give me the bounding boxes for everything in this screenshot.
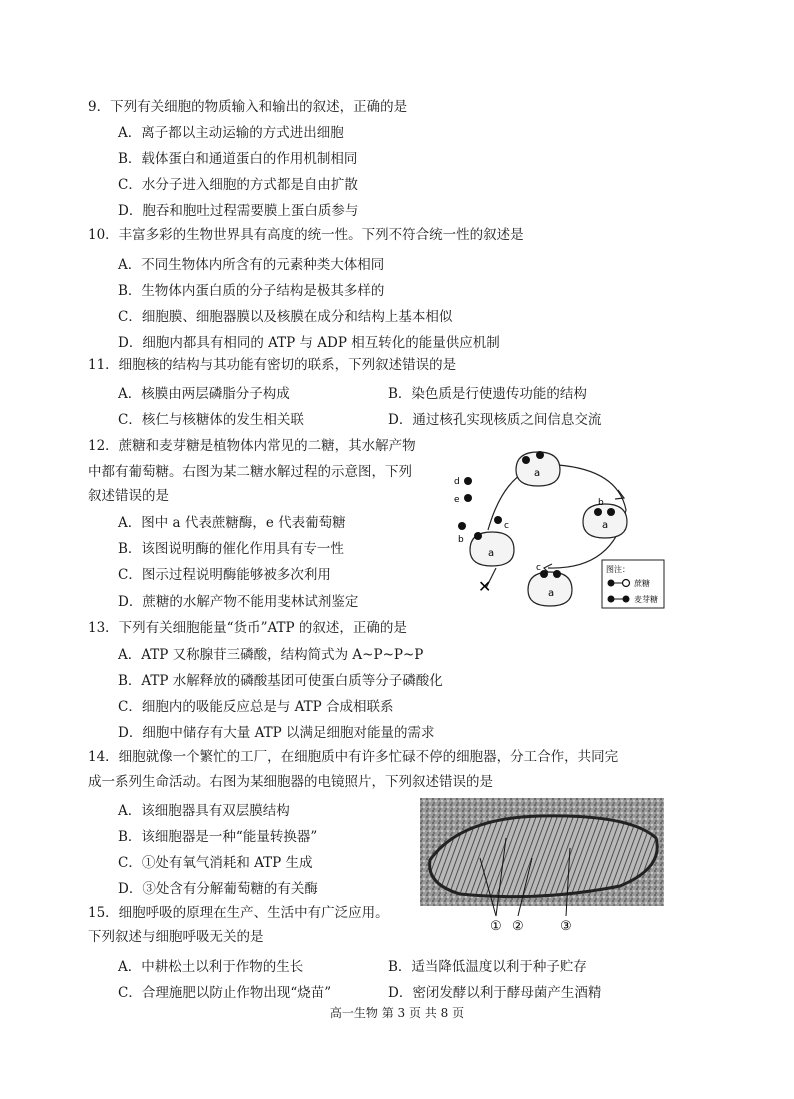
q12-option-c: C．图示过程说明酶能够被多次利用	[118, 567, 331, 583]
q10-option-d: D．细胞内都具有相同的 ATP 与 ADP 相互转化的能量供应机制	[118, 335, 500, 351]
q12-option-b: B．该图说明酶的催化作用具有专一性	[118, 541, 344, 557]
q11-option-b: B．染色质是行使遗传功能的结构	[388, 386, 587, 402]
q13-option-b: B．ATP 水解释放的磷酸基团可使蛋白质等分子磷酸化	[118, 673, 443, 689]
q11-option-a: A．核膜由两层磷脂分子构成	[118, 386, 290, 402]
q9-option-a: A．离子都以主动运输的方式进出细胞	[118, 125, 344, 141]
q15-stem-line1: 15．细胞呼吸的原理在生产、生活中有广泛应用。	[88, 905, 389, 921]
q14-option-c: C．①处有氧气消耗和 ATP 生成	[118, 855, 313, 871]
svg-text:b: b	[598, 498, 604, 508]
q11-option-d: D．通过核孔实现核质之间信息交流	[388, 412, 602, 428]
svg-text:c: c	[504, 521, 509, 531]
svg-text:图注：: 图注：	[606, 565, 630, 574]
q10-stem: 10．丰富多彩的生物世界具有高度的统一性。下列不符合统一性的叙述是	[88, 227, 524, 243]
q15-option-c: C．合理施肥以防止作物出现“烧苗”	[118, 985, 332, 1001]
q9-stem: 9．下列有关细胞的物质输入和输出的叙述，正确的是	[88, 99, 408, 115]
q12-enzyme-diagram	[448, 450, 666, 620]
mark-2: ②	[512, 919, 524, 934]
enzyme-shape	[583, 504, 627, 538]
enzyme-shape	[528, 572, 572, 606]
q12-stem-line3: 叙述错误的是	[88, 488, 169, 504]
q13-stem: 13．下列有关细胞能量“货币”ATP 的叙述，正确的是	[88, 620, 407, 636]
q12-stem-line1: 12．蔗糖和麦芽糖是植物体内常见的二糖，其水解产物	[88, 438, 416, 454]
q10-option-b: B．生物体内蛋白质的分子结构是极其多样的	[118, 283, 385, 299]
sugar-unit	[474, 532, 482, 540]
svg-text:a: a	[534, 468, 541, 479]
q14-stem-line2: 成一系列生命活动。右图为某细胞器的电镜照片，下列叙述错误的是	[88, 774, 493, 790]
sugar-unit	[464, 477, 472, 485]
svg-text:a: a	[488, 548, 495, 559]
q12-option-a: A．图中 a 代表蔗糖酶，e 代表葡萄糖	[118, 515, 346, 531]
sugar-unit	[594, 508, 602, 516]
q11-option-c: C．核仁与核糖体的发生相关联	[118, 412, 304, 428]
q15-option-a: A．中耕松土以利于作物的生长	[118, 959, 304, 975]
q9-option-d: D．胞吞和胞吐过程需要膜上蛋白质参与	[118, 203, 359, 219]
figure-legend	[602, 560, 664, 608]
svg-text:c: c	[536, 563, 541, 573]
svg-text:麦芽糖: 麦芽糖	[634, 595, 658, 604]
q13-option-a: A．ATP 又称腺苷三磷酸，结构简式为 A~P~P~P	[118, 647, 424, 663]
q15-option-b: B．适当降低温度以利于种子贮存	[388, 959, 587, 975]
svg-text:a: a	[602, 520, 609, 531]
q12-option-d: D．蔗糖的水解产物不能用斐林试剂鉴定	[118, 594, 359, 610]
sugar-unit	[536, 451, 544, 459]
q15-stem-line2: 下列叙述与细胞呼吸无关的是	[88, 929, 264, 945]
q14-option-b: B．该细胞器是一种“能量转换器”	[118, 829, 318, 845]
sugar-unit	[464, 494, 472, 502]
q14-option-a: A．该细胞器具有双层膜结构	[118, 803, 290, 819]
q12-stem-line2: 中都有葡萄糖。右图为某二糖水解过程的示意图，下列	[88, 464, 412, 480]
q10-option-c: C．细胞膜、细胞器膜以及核膜在成分和结构上基本相似	[118, 309, 453, 325]
q13-option-c: C．细胞内的吸能反应总是与 ATP 合成相联系	[118, 699, 394, 715]
q14-stem-line1: 14．细胞就像一个繁忙的工厂，在细胞质中有许多忙碌不停的细胞器，分工合作，共同完	[88, 749, 619, 765]
q10-option-a: A．不同生物体内所含有的元素种类大体相同	[118, 257, 385, 273]
q13-option-d: D．细胞中储存有大量 ATP 以满足细胞对能量的需求	[118, 725, 435, 741]
sugar-unit	[540, 570, 548, 578]
q9-option-b: B．载体蛋白和通道蛋白的作用机制相同	[118, 151, 358, 167]
page-footer: 高一生物 第 3 页 共 8 页	[329, 1006, 465, 1020]
svg-text:蔗糖: 蔗糖	[634, 579, 650, 588]
q9-option-c: C．水分子进入细胞的方式都是自由扩散	[118, 177, 358, 193]
sugar-unit	[494, 516, 502, 524]
sugar-unit	[522, 456, 530, 464]
svg-text:b: b	[458, 535, 464, 545]
q15-option-d: D．密闭发酵以利于酵母菌产生酒精	[388, 985, 602, 1001]
q14-option-d: D．③处含有分解葡萄糖的有关酶	[118, 881, 318, 897]
q14-micrograph	[420, 798, 664, 934]
q11-stem: 11．细胞核的结构与其功能有密切的联系，下列叙述错误的是	[88, 357, 457, 373]
svg-text:a: a	[548, 588, 555, 599]
sugar-unit	[607, 508, 615, 516]
svg-text:d: d	[454, 477, 460, 487]
mark-3: ③	[560, 919, 572, 934]
sugar-unit	[553, 570, 561, 578]
cross-mark: ✕	[478, 577, 492, 596]
svg-text:e: e	[454, 495, 460, 505]
mark-1: ①	[490, 919, 502, 934]
sugar-unit	[458, 522, 466, 530]
